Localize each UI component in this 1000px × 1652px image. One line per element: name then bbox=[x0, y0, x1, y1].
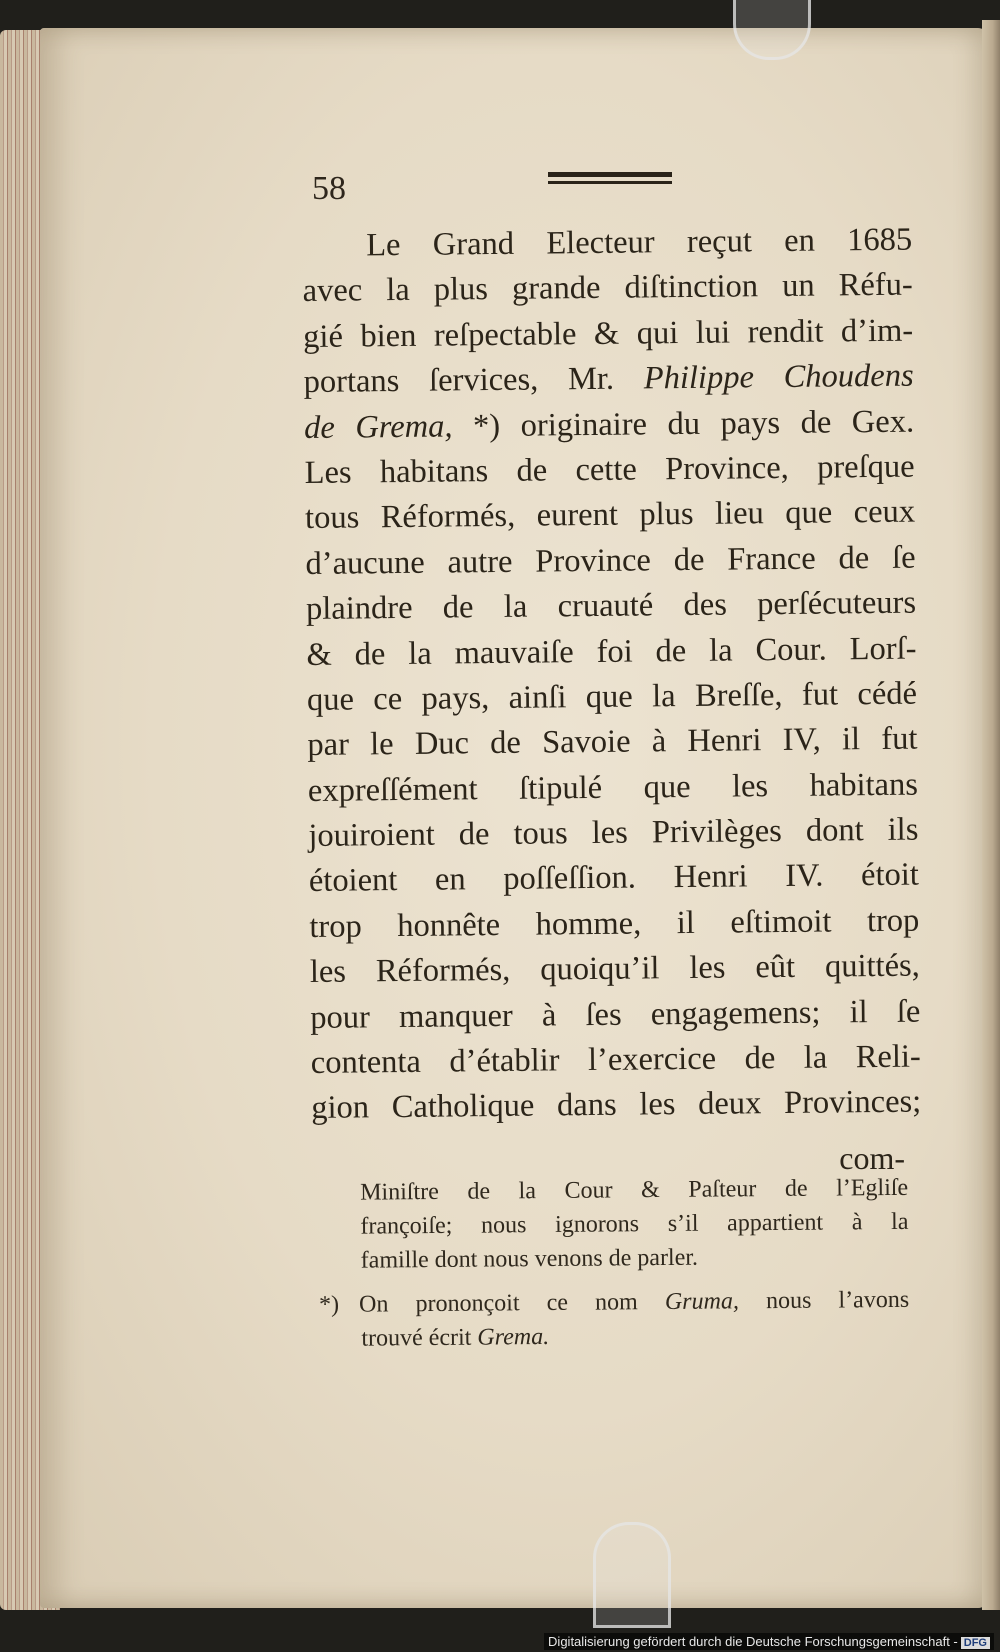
footnote-2 bbox=[319, 1283, 910, 1356]
text-line: par le Duc de Savoie à Henri IV, il fut bbox=[307, 720, 918, 764]
text-line: tous Réformés, eurent plus lieu que ceux bbox=[304, 493, 916, 537]
text-line: Les habitans de cette Province, preſque bbox=[304, 448, 915, 491]
watermark-text: Digitalisierung gefördert durch die Deutsche Forschungsgemeinschaft - bbox=[548, 1634, 958, 1649]
footnote-line bbox=[319, 1283, 909, 1322]
main-text bbox=[302, 218, 921, 1132]
dfg-logo-icon: DFG bbox=[961, 1637, 990, 1649]
text-line: & de la mauvaiſe foi de la Cour. Lorſ- bbox=[306, 630, 917, 673]
footnote-line: Miniſtre de la Cour & Paſteur de l’Egliſe bbox=[360, 1174, 909, 1206]
text-line: contenta d’établir l’exercice de la Reli- bbox=[310, 1038, 921, 1081]
text-fragment: trouvé écrit bbox=[361, 1324, 472, 1352]
footnote-line: françoiſe; nous ignorons s’il appartient à la bbox=[360, 1208, 909, 1240]
name-variant: Gruma, bbox=[664, 1288, 740, 1315]
text-fragment: *) originaire du pays de Gex. bbox=[472, 403, 915, 444]
text-line: les Réformés, quoiqu’il les eût quittés, bbox=[309, 947, 920, 991]
footnotes bbox=[318, 1171, 910, 1356]
footnote-line: famille dont nous venons de parler. bbox=[360, 1244, 699, 1274]
footnote-mark: *) bbox=[319, 1291, 340, 1318]
text-line: que ce pays, ainſi que la Breſſe, fut cédé bbox=[306, 675, 918, 718]
text-fragment: portans ſervices, Mr. bbox=[303, 360, 615, 401]
person-name-suffix: de Grema, bbox=[303, 407, 453, 446]
text-line-with-place bbox=[304, 399, 914, 451]
catchword: com- bbox=[839, 1140, 905, 1176]
text-line: étoient en poſſeſſion. Henri IV. étoit bbox=[308, 857, 920, 900]
text-fragment: On prononçoit ce nom bbox=[359, 1289, 638, 1318]
footnote-line bbox=[319, 1317, 909, 1356]
page-number: 58 bbox=[312, 170, 346, 207]
text-line-with-name bbox=[303, 354, 913, 406]
text-line: expreſſément ſtipulé que les habitans bbox=[307, 766, 919, 809]
text-line: gion Catholique dans les deux Provinces; bbox=[311, 1083, 922, 1127]
text-line: trop honnête homme, il eſtimoit trop bbox=[309, 902, 920, 945]
page-gutter-edge bbox=[982, 20, 1000, 1610]
text-fragment: nous l’avons bbox=[765, 1286, 910, 1315]
name-variant: Grema. bbox=[477, 1323, 550, 1351]
book-clip-bottom bbox=[593, 1522, 671, 1628]
text-line: gié bien reſpectable & qui lui rendit d’im- bbox=[302, 312, 914, 355]
text-line: d’aucune autre Province de France de ſe bbox=[305, 539, 916, 582]
text-line: avec la plus grande diſtinction un Réfu- bbox=[302, 267, 913, 310]
text-line: plaindre de la cruauté des perſécuteurs bbox=[305, 584, 917, 628]
text-line: Le Grand Electeur reçut en 1685 bbox=[366, 221, 913, 264]
digitization-watermark bbox=[544, 1633, 994, 1650]
text-line: jouiroient de tous les Privilèges dont ils bbox=[308, 811, 919, 855]
header-rule bbox=[548, 172, 672, 184]
text-line: pour manquer à ſes engagemens; il ſe bbox=[310, 993, 921, 1036]
person-name: Philippe Choudens bbox=[643, 357, 914, 397]
